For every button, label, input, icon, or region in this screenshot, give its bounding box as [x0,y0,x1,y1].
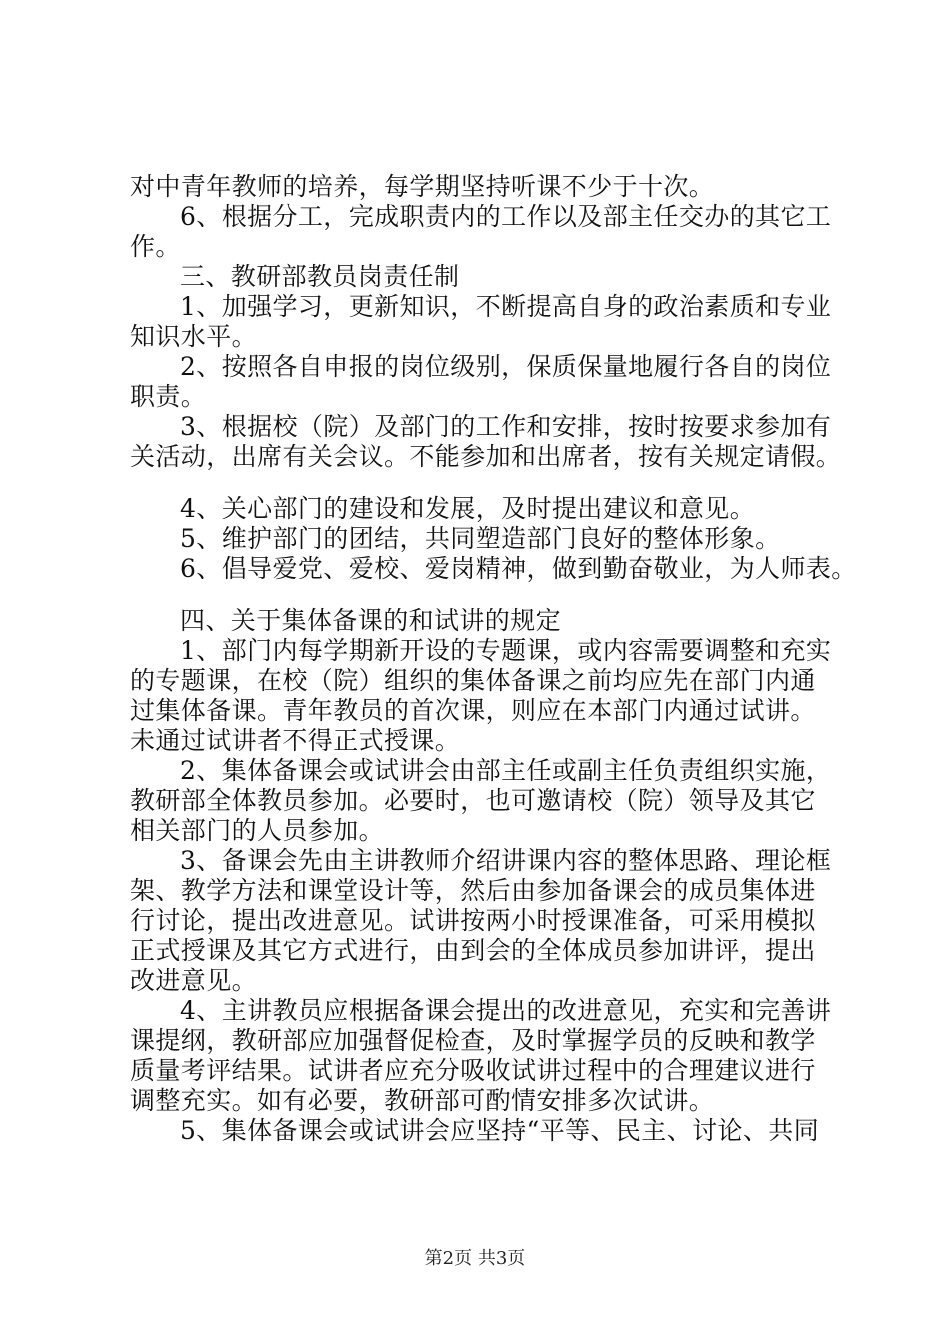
text-line: 未通过试讲者不得正式授课。 [130,726,461,755]
text-line: 作。 [130,232,181,261]
text-line: 相关部门的人员参加。 [130,816,385,845]
text-line: 教研部全体教员参加。必要时，也可邀请校（院）领导及其它 [130,786,816,815]
text-line: 6、根据分工，完成职责内的工作以及部主任交办的其它工 [180,202,832,231]
text-line: 1、加强学习，更新知识，不断提高自身的政治素质和专业 [180,292,832,321]
text-line: 质量考评结果。试讲者应充分吸收试讲过程中的合理建议进行 [130,1056,816,1085]
section-heading: 三、教研部教员岗责任制 [180,262,460,291]
text-line: 3、根据校（院）及部门的工作和安排，按时按要求参加有 [180,412,832,441]
text-line: 2、集体备课会或试讲会由部主任或副主任负责组织实施， [180,756,832,785]
text-line: 改进意见。 [130,966,258,995]
text-line: 调整充实。如有必要，教研部可酌情安排多次试讲。 [130,1086,715,1115]
text-line: 架、教学方法和课堂设计等，然后由参加备课会的成员集体进 [130,876,816,905]
text-line: 职责。 [130,382,207,411]
text-line: 2、按照各自申报的岗位级别，保质保量地履行各自的岗位 [180,352,832,381]
paragraph-gap [130,584,850,606]
text-line: 的专题课，在校（院）组织的集体备课之前均应先在部门内通 [130,666,816,695]
text-line: 正式授课及其它方式进行，由到会的全体成员参加讲评，提出 [130,936,816,965]
text-line: 4、关心部门的建设和发展，及时提出建议和意见。 [180,494,756,523]
text-line: 1、部门内每学期新开设的专题课，或内容需要调整和充实 [180,636,832,665]
document-body [130,172,857,1146]
text-line: 关活动，出席有关会议。不能参加和出席者，按有关规定请假。 [130,442,842,471]
text-line: 课提纲，教研部应加强督促检查，及时掌握学员的反映和教学 [130,1026,816,1055]
page-number-footer: 第2页 共3页 [424,1248,526,1269]
text-line: 3、备课会先由主讲教师介绍讲课内容的整体思路、理论框 [180,846,832,875]
text-line: 知识水平。 [130,322,258,351]
text-line: 5、集体备课会或试讲会应坚持“平等、民主、讨论、共同 [180,1116,820,1145]
text-line: 4、主讲教员应根据备课会提出的改进意见，充实和完善讲 [180,996,832,1025]
section-heading: 四、关于集体备课的和试讲的规定 [180,606,562,635]
text-line: 对中青年教师的培养，每学期坚持听课不少于十次。 [130,172,715,201]
paragraph-gap [130,472,850,494]
text-line: 5、维护部门的团结，共同塑造部门良好的整体形象。 [180,524,781,553]
text-line: 行讨论，提出改进意见。试讲按两小时授课准备，可采用模拟 [130,906,816,935]
text-line: 过集体备课。青年教员的首次课，则应在本部门内通过试讲。 [130,696,816,725]
text-line: 6、倡导爱党、爱校、爱岗精神，做到勤奋敬业，为人师表。 [180,554,857,583]
